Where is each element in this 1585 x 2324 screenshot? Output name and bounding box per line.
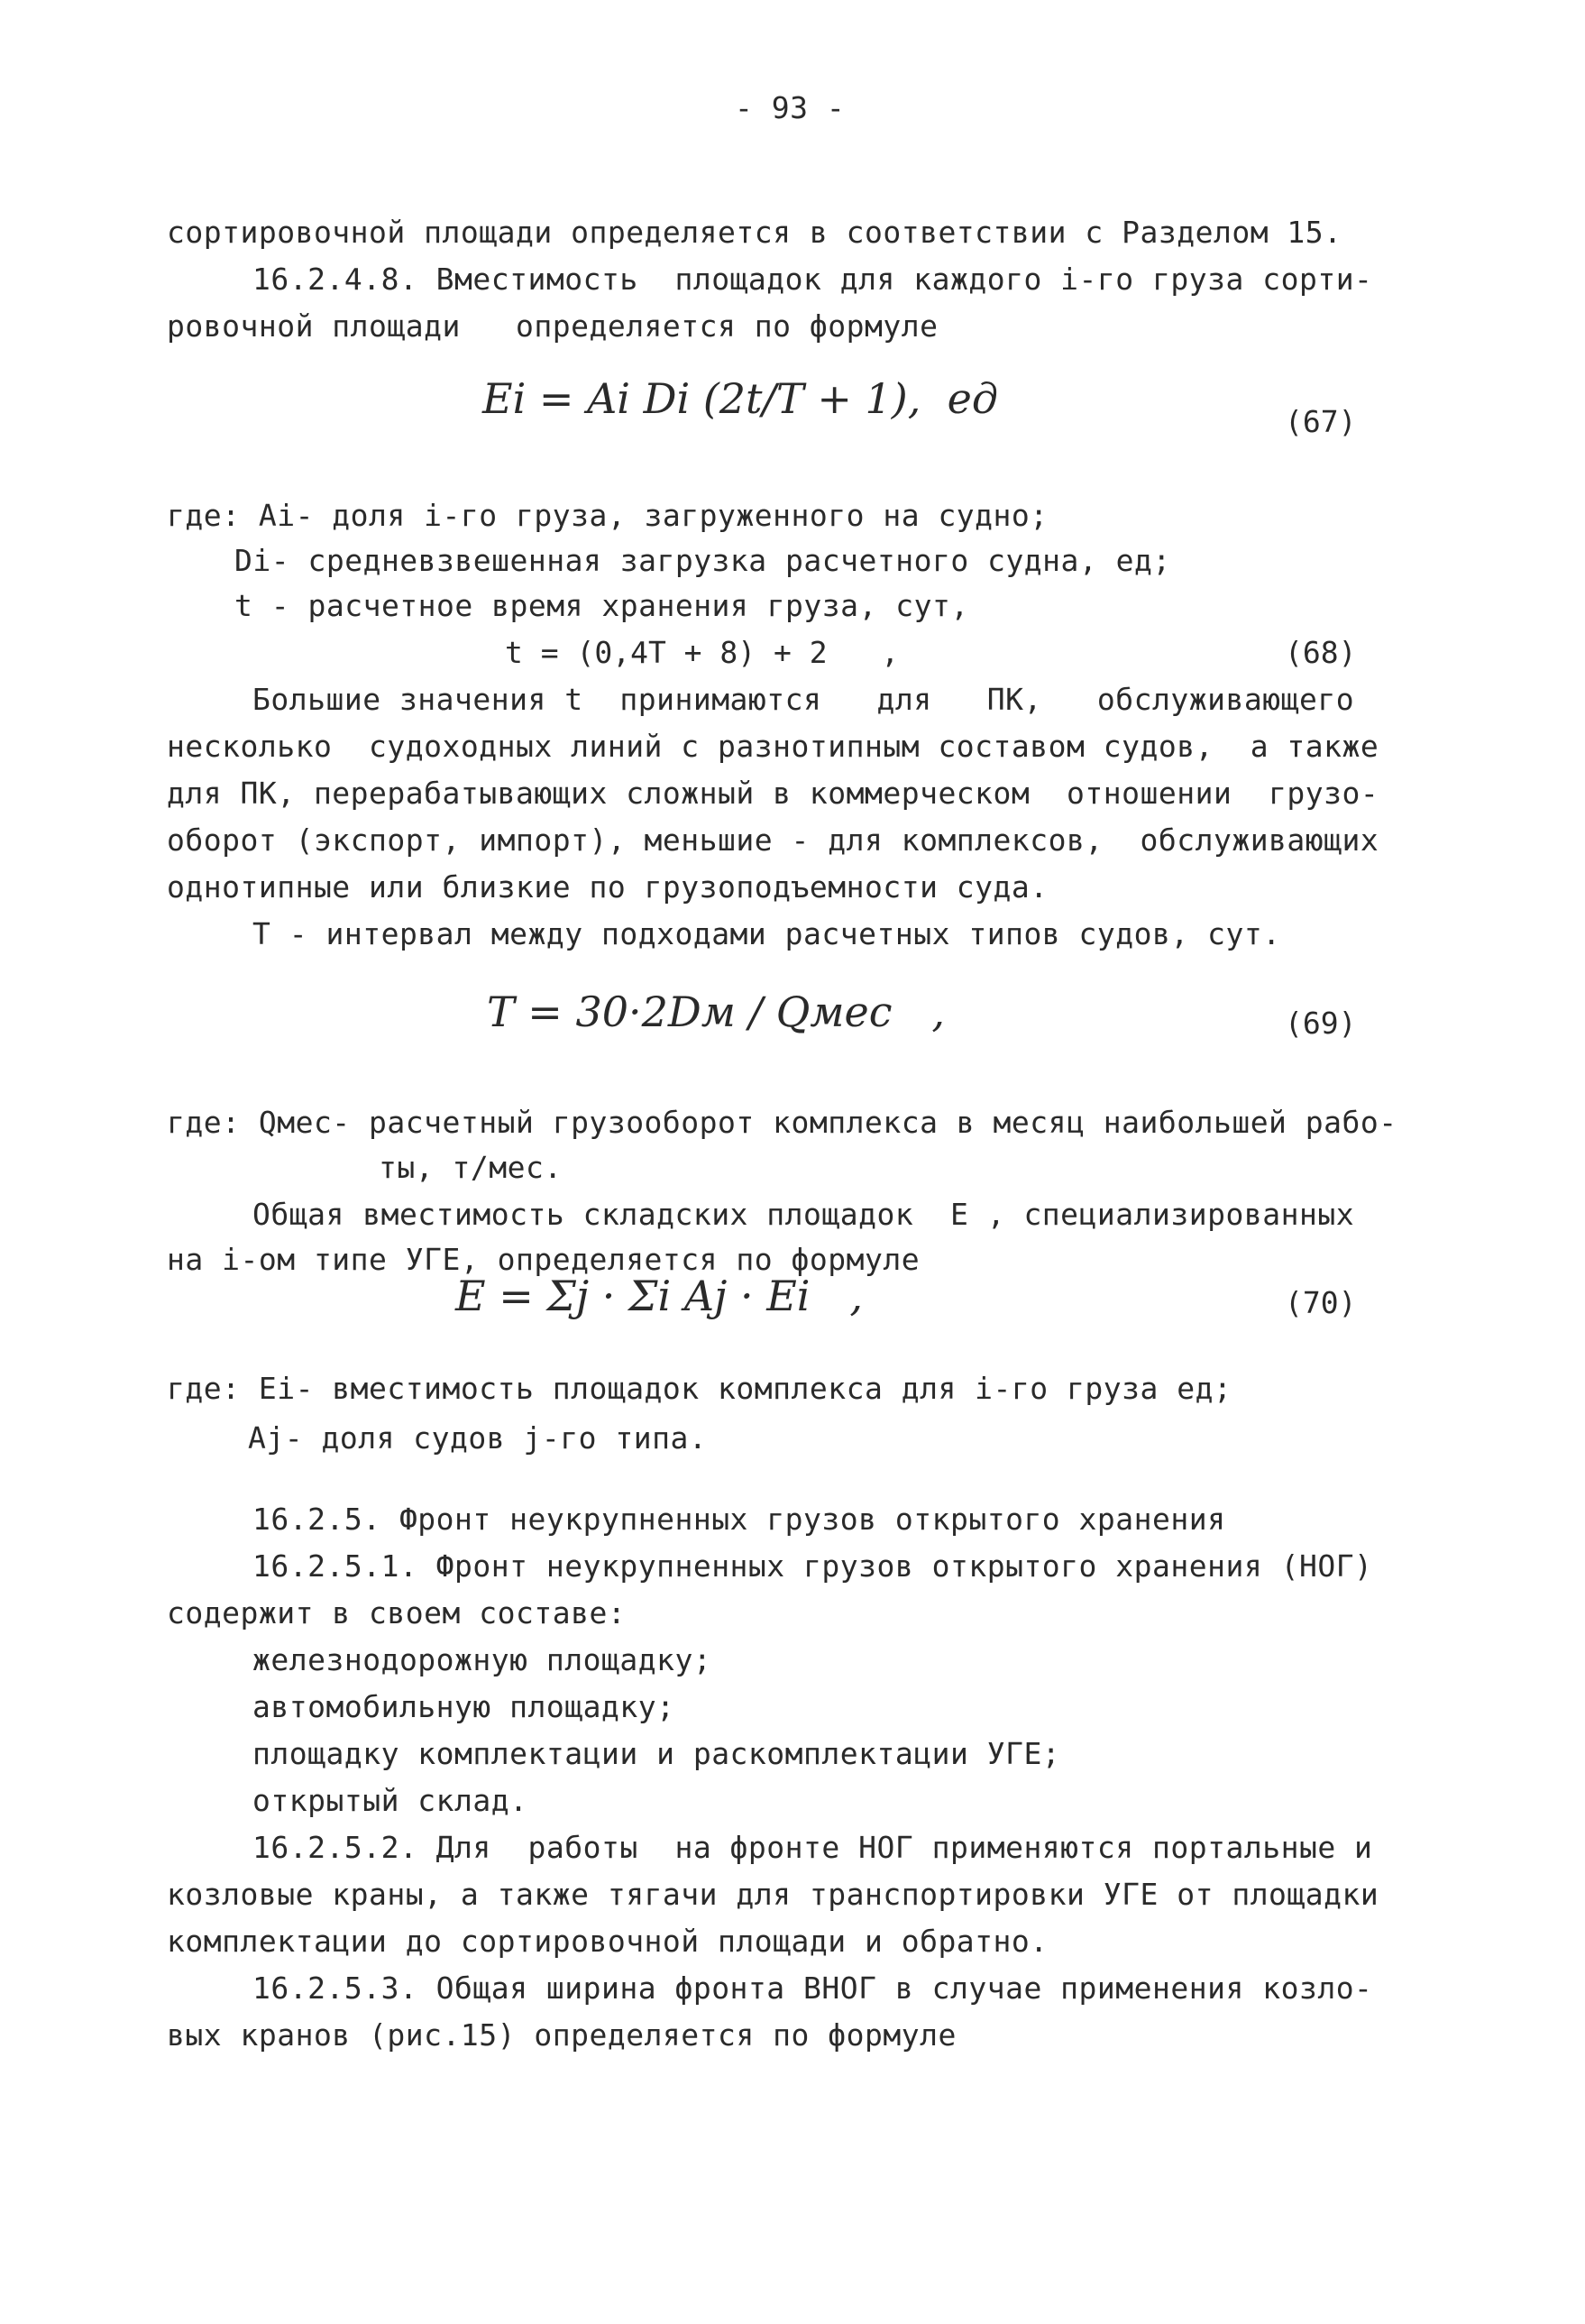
text-line: ты, т/мес. xyxy=(379,1150,563,1185)
equation-number-70: (70) xyxy=(1285,1285,1357,1320)
text-line: 16.2.5.3. Общая ширина фронта BНОГ в случае применения козло- xyxy=(252,1970,1373,2006)
list-item: открытый склад. xyxy=(252,1783,528,1818)
text-line: t - расчетное время хранения груза, сут, xyxy=(234,588,969,623)
text-line: вых кранов (рис.15) определяется по формуле xyxy=(167,2017,957,2053)
text-line: на i-ом типе УГЕ, определяется по формуле xyxy=(167,1242,921,1277)
text-line: 16.2.5.1. Фронт неукрупненных грузов открытого хранения (НОГ) xyxy=(252,1548,1373,1584)
text-line: оборот (экспорт, импорт), меньшие - для комплексов, обслуживающих xyxy=(167,822,1379,858)
text-line: козловые краны, а также тягачи для транспортировки УГЕ от площадки xyxy=(167,1877,1379,1912)
text-line: однотипные или близкие по грузоподъемности суда. xyxy=(167,869,1049,905)
text-line: 16.2.5.2. Для работы на фронте НОГ применяются портальные и xyxy=(252,1830,1373,1865)
equation-69: T = 30·2Dм / Qмес , xyxy=(487,987,945,1036)
text-line: где: Ai- доля i-го груза, загруженного на судно; xyxy=(167,498,1049,533)
text-line: Aj- доля судов j-го типа. xyxy=(248,1420,708,1456)
text-line: 16.2.4.8. Вместимость площадок для каждого i-го груза сорти- xyxy=(252,262,1373,297)
equation-number-69: (69) xyxy=(1285,1006,1357,1041)
equation-67: Ei = Ai Di (2t/T + 1), ед xyxy=(482,374,998,423)
text-line: где: Qмес- расчетный грузооборот комплекса в месяц наибольшей рабо- xyxy=(167,1105,1397,1140)
section-heading: 16.2.5. Фронт неукрупненных грузов открытого хранения xyxy=(252,1502,1226,1537)
equation-number-68: (68) xyxy=(1285,635,1357,670)
list-item: автомобильную площадку; xyxy=(252,1689,675,1724)
equation-68: t = (0,4T + 8) + 2 , xyxy=(505,635,900,670)
equation-number-67: (67) xyxy=(1285,404,1357,439)
text-line: несколько судоходных линий с разнотипным составом судов, а также xyxy=(167,729,1379,764)
text-line: Большие значения t принимаются для ПК, обслуживающего xyxy=(252,682,1355,717)
text-line: Di- средневзвешенная загрузка расчетного судна, ед; xyxy=(234,543,1171,578)
page-number: - 93 - xyxy=(735,90,846,125)
text-line: комплектации до сортировочной площади и обратно. xyxy=(167,1924,1049,1959)
list-item: площадку комплектации и раскомплектации УГЕ; xyxy=(252,1736,1061,1771)
text-line: для ПК, перерабатывающих сложный в коммерческом отношении грузо- xyxy=(167,776,1379,811)
list-item: железнодорожную площадку; xyxy=(252,1642,712,1677)
text-line: Общая вместимость складских площадок E , специализированных xyxy=(252,1197,1355,1232)
text-line: где: Ei- вместимость площадок комплекса для i-го груза ед; xyxy=(167,1371,1232,1406)
text-line: ровочной площади определяется по формуле xyxy=(167,308,939,344)
text-line: содержит в своем составе: xyxy=(167,1595,627,1630)
equation-70: E = Σj · Σi Aj · Ei , xyxy=(455,1272,864,1320)
text-line: сортировочной площади определяется в соответствии с Разделом 15. xyxy=(167,215,1342,250)
text-line: T - интервал между подходами расчетных типов судов, сут. xyxy=(252,916,1281,951)
